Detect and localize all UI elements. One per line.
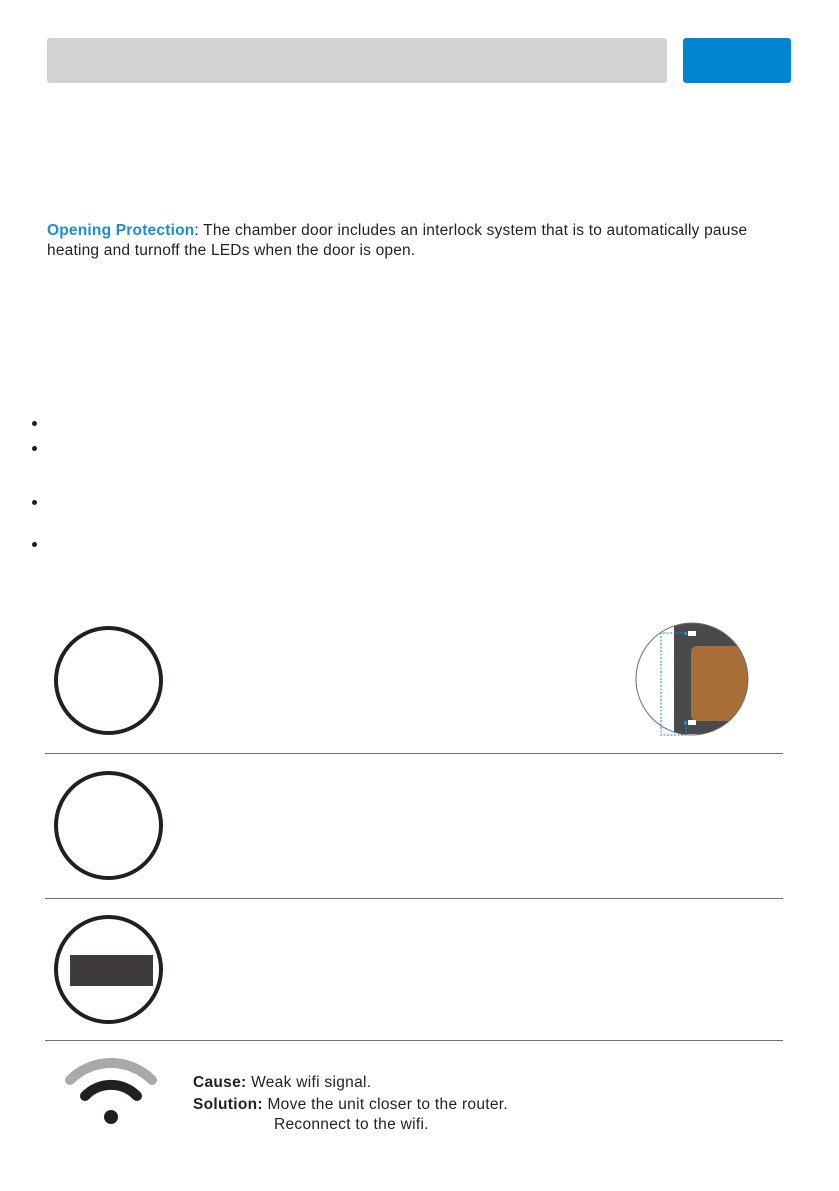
header-bar bbox=[47, 38, 667, 83]
cause-label: Cause: bbox=[193, 1074, 247, 1091]
interlock-sensor-top bbox=[688, 631, 696, 636]
interlock-sensor-bottom bbox=[688, 720, 696, 725]
solution-text-1: Move the unit closer to the router. bbox=[267, 1096, 509, 1113]
solution-line bbox=[193, 1095, 508, 1115]
opening-protection-paragraph bbox=[47, 221, 797, 261]
bullet-marker bbox=[32, 421, 37, 426]
circle-icon bbox=[54, 626, 163, 735]
header-tab bbox=[683, 38, 791, 83]
wifi-icon bbox=[64, 1054, 158, 1128]
row-divider bbox=[45, 898, 783, 899]
bullet-marker bbox=[32, 542, 37, 547]
bullet-marker bbox=[32, 500, 37, 505]
troubleshooting-text bbox=[193, 1073, 508, 1135]
display-panel bbox=[70, 955, 153, 986]
row-divider bbox=[45, 753, 783, 754]
door-panel bbox=[691, 646, 749, 721]
solution-label: Solution: bbox=[193, 1096, 263, 1113]
highlight-term: Opening Protection bbox=[47, 222, 195, 239]
row-divider bbox=[45, 1040, 783, 1041]
circle-icon bbox=[54, 771, 163, 880]
door-interlock-illustration bbox=[630, 618, 755, 740]
bullet-marker bbox=[32, 446, 37, 451]
solution-line-2 bbox=[193, 1115, 508, 1135]
cause-text: Weak wifi signal. bbox=[251, 1074, 372, 1091]
solution-text-2: Reconnect to the wifi. bbox=[274, 1116, 429, 1133]
paragraph-text: : The chamber door includes an interlock system that is to automatically pause heating and turnoff the LEDs when the door is open. bbox=[47, 222, 748, 259]
cause-line bbox=[193, 1073, 508, 1093]
